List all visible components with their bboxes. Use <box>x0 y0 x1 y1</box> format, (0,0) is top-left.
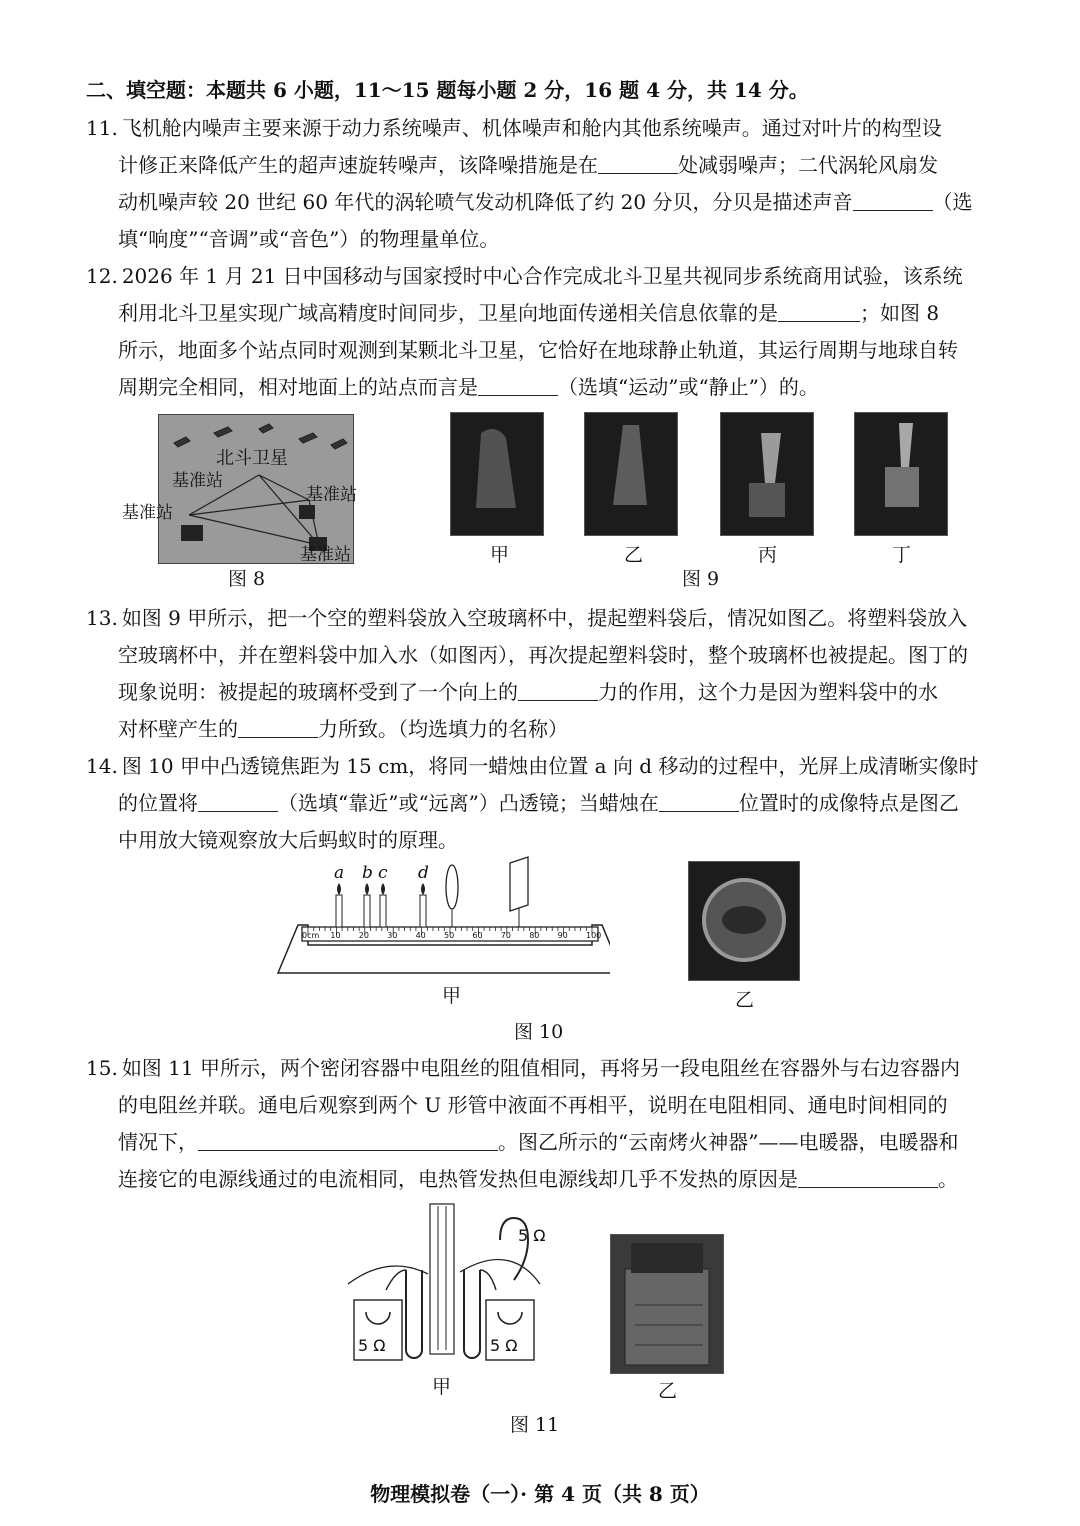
answer-blank[interactable] <box>778 301 860 322</box>
scale-label: 60 <box>472 931 483 940</box>
question-text: 情况下， <box>118 1130 198 1154</box>
question-number: 13. <box>86 606 118 630</box>
scale-label: 40 <box>415 931 426 940</box>
satellite-label: 北斗卫星 <box>216 448 288 469</box>
question-text: 计修正来降低产生的超声速旋转噪声，该降噪措施是在 <box>118 153 598 177</box>
question-text: （选填“运动”或“静止”）的。 <box>558 375 819 399</box>
question-number: 12. <box>86 264 118 288</box>
panel-label: 丁 <box>892 544 912 566</box>
station-icon <box>299 505 315 519</box>
question-text: 利用北斗卫星实现广域高精度时间同步，卫星向地面传递相关信息依靠的是 <box>118 301 778 325</box>
wire <box>460 1260 540 1285</box>
answer-blank[interactable] <box>478 375 558 396</box>
satellite-icon <box>331 439 347 449</box>
station-icon <box>181 525 203 541</box>
answer-blank[interactable] <box>598 153 678 174</box>
page-footer: 物理模拟卷（一）· 第 4 页（共 8 页） <box>370 1482 710 1506</box>
section-heading: 二、填空题：本题共 6 小题，11～15 题每小题 2 分，16 题 4 分，共 14 分。 <box>86 78 809 102</box>
figure-caption: 图 9 <box>682 568 720 590</box>
figure-11 <box>340 1200 760 1440</box>
question-number: 15. <box>86 1056 118 1080</box>
panel-label: 乙 <box>735 989 755 1011</box>
position-label: b <box>362 863 373 883</box>
question-text: 力所致。（均选填力的名称） <box>318 717 568 741</box>
answer-blank[interactable] <box>198 791 278 812</box>
question-number: 11. <box>86 116 118 140</box>
convex-lens <box>446 865 458 909</box>
figure-8 <box>120 410 360 590</box>
scale-label: 100 <box>586 931 602 940</box>
question-text: 。图乙所示的“云南烤火神器”——电暖器，电暖器和 <box>498 1130 959 1154</box>
scale-label: 20 <box>358 931 369 940</box>
panel-label: 乙 <box>658 1380 678 1402</box>
ruler-scale <box>302 931 602 955</box>
photo-panel-yi <box>584 412 678 536</box>
question-text: 飞机舱内噪声主要来源于动力系统噪声、机体噪声和舱内其他系统噪声。通过对叶片的构型设 <box>121 116 942 140</box>
question-text: 所示，地面多个站点同时观测到某颗北斗卫星，它恰好在地球静止轨道，其运行周期与地球自转 <box>118 338 958 362</box>
candle-a <box>336 883 342 927</box>
candle-d <box>420 883 426 927</box>
satellite-icon <box>214 427 232 437</box>
answer-blank[interactable] <box>518 680 598 701</box>
figure-caption: 图 10 <box>514 1021 564 1043</box>
question-text: 如图 9 甲所示，把一个空的塑料袋放入空玻璃杯中，提起塑料袋后，情况如图乙。将塑料袋放入 <box>121 606 968 630</box>
panel-label: 乙 <box>624 544 644 566</box>
photo-panel-ding <box>854 412 948 536</box>
answer-blank[interactable] <box>198 1130 498 1151</box>
question-text: 位置时的成像特点是图乙 <box>738 791 959 815</box>
panel-label: 丙 <box>758 544 778 566</box>
question-text: 2026 年 1 月 21 日中国移动与国家授时中心合作完成北斗卫星共视同步系统商用试验，该系统 <box>121 264 963 288</box>
question-text: 中用放大镜观察放大后蚂蚁时的原理。 <box>118 828 458 852</box>
question-text: 对杯壁产生的 <box>118 717 238 741</box>
question-text: 。 <box>938 1167 958 1191</box>
satellite-icon <box>259 424 273 433</box>
question-text: 现象说明：被提起的玻璃杯受到了一个向上的 <box>118 680 518 704</box>
question-text: 图 10 甲中凸透镜焦距为 15 cm，将同一蜡烛由位置 a 向 d 移动的过程中，光屏上成清晰实像时 <box>121 754 979 778</box>
question-text: 连接它的电源线通过的电流相同，电热管发热但电源线却几乎不发热的原因是 <box>118 1167 798 1191</box>
station-label: 基准站 <box>172 471 223 491</box>
panel-label: 甲 <box>490 544 510 566</box>
candle-b <box>364 883 370 927</box>
position-label: c <box>378 863 388 883</box>
scale-label: 10 <box>330 931 341 940</box>
optical-bench-diagram <box>270 855 610 985</box>
question-text: 力的作用，这个力是因为塑料袋中的水 <box>598 680 938 704</box>
photo-panel-bing <box>720 412 814 536</box>
station-label: 基准站 <box>306 485 357 505</box>
question-text: 如图 11 甲所示，两个密闭容器中电阻丝的阻值相同，再将另一段电阻丝在容器外与右边容器内 <box>121 1056 960 1080</box>
right-u-tube <box>464 1270 480 1358</box>
question-text: ；如图 8 <box>860 301 940 325</box>
question-text: （选填“靠近”或“远离”）凸透镜；当蜡烛在 <box>278 791 659 815</box>
position-label: a <box>334 863 345 883</box>
answer-blank[interactable] <box>659 791 739 812</box>
signal-line <box>259 475 309 500</box>
figure-10 <box>270 855 830 1045</box>
satellite-icon <box>299 433 317 443</box>
light-screen <box>510 857 528 911</box>
question-text: 的位置将 <box>118 791 198 815</box>
question-text: 空玻璃杯中，并在塑料袋中加入水（如图丙），再次提起塑料袋时，整个玻璃杯也被提起。图丁的 <box>118 643 968 667</box>
question-text: 动机噪声较 20 世纪 60 年代的涡轮喷气发动机降低了约 20 分贝，分贝是描述声音 <box>118 190 853 214</box>
photo-panel-jia <box>450 412 544 536</box>
resistance-label: 5 Ω <box>518 1226 546 1245</box>
scale-board <box>430 1204 454 1354</box>
question-text: 的电阻丝并联。通电后观察到两个 U 形管中液面不再相平，说明在电阻相同、通电时间相同的 <box>118 1093 948 1117</box>
station-label: 基准站 <box>122 503 173 523</box>
question-text: 周期完全相同，相对地面上的站点而言是 <box>118 375 478 399</box>
heater-photo <box>610 1234 724 1374</box>
figure-caption: 图 11 <box>510 1414 560 1436</box>
scale-label: 80 <box>529 931 540 940</box>
figure-9 <box>450 412 930 592</box>
magnifier-ant-photo <box>688 861 800 981</box>
answer-blank[interactable] <box>853 190 933 211</box>
answer-blank[interactable] <box>238 717 318 738</box>
station-label: 基准站 <box>300 545 351 565</box>
question-text: （选 <box>932 190 973 214</box>
candle-c <box>380 883 386 927</box>
scale-label: 0cm <box>302 931 320 940</box>
scale-label: 90 <box>557 931 568 940</box>
position-label: d <box>418 863 429 883</box>
question-number: 14. <box>86 754 118 778</box>
panel-label: 甲 <box>442 985 462 1007</box>
left-u-tube <box>406 1270 422 1358</box>
panel-label: 甲 <box>432 1376 452 1398</box>
figure-caption: 图 8 <box>228 568 266 590</box>
question-text: 处减弱噪声；二代涡轮风扇发 <box>678 153 938 177</box>
scale-label: 30 <box>387 931 398 940</box>
satellite-icon <box>174 437 190 447</box>
wire <box>348 1266 428 1284</box>
scale-label: 50 <box>444 931 455 940</box>
question-text: 填“响度”“音调”或“音色”）的物理量单位。 <box>118 227 500 251</box>
resistance-label: 5 Ω <box>358 1336 386 1355</box>
resistance-label: 5 Ω <box>490 1336 518 1355</box>
answer-blank[interactable] <box>798 1167 938 1188</box>
scale-label: 70 <box>500 931 511 940</box>
